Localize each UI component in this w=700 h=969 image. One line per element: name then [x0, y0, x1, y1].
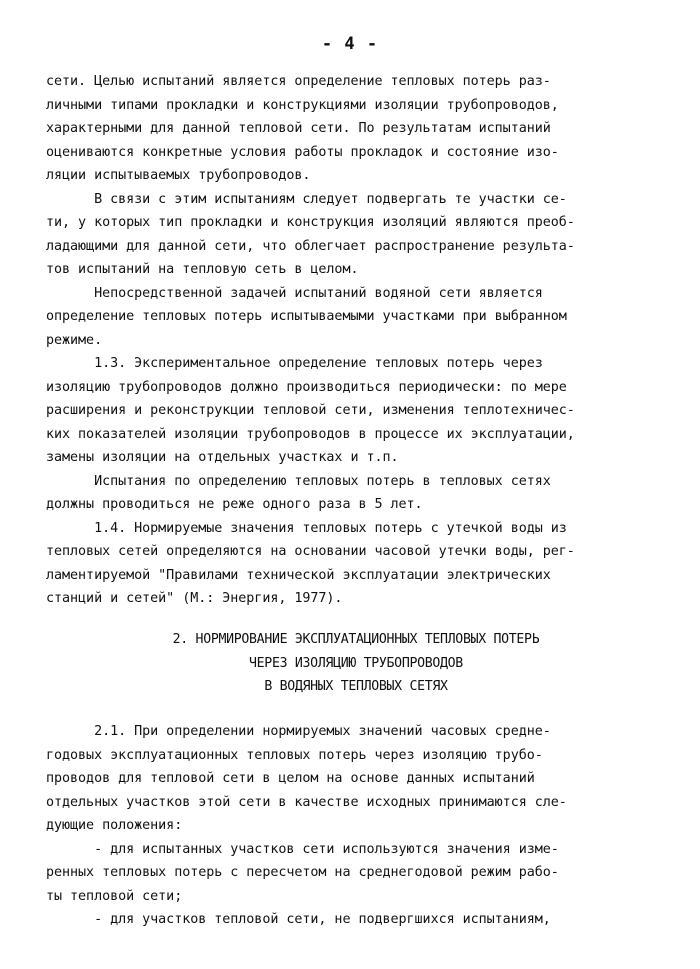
section-heading-line: В ВОДЯНЫХ ТЕПЛОВЫХ СЕТЯХ	[264, 679, 448, 694]
text-line: должны проводиться не реже одного раза в 5 лет.	[46, 497, 423, 512]
text-line: Испытания по определению тепловых потерь в тепловых сетях	[46, 473, 551, 489]
text-line: 1.3. Экспериментальное определение тепловых потерь через	[46, 356, 543, 371]
text-line: оцениваются конкретные условия работы прокладок и состояние изо-	[46, 144, 559, 160]
section-heading-line: ЧЕРЕЗ ИЗОЛЯЦИЮ ТРУБОПРОВОДОВ	[249, 655, 463, 671]
section-heading	[46, 628, 666, 699]
text-line: ренных тепловых потерь с пересчетом на среднегодовой режим рабо-	[46, 865, 559, 880]
text-line: ти, у которых тип прокладки и конструкция изоляций являются преоб-	[46, 215, 575, 230]
text-line: В связи с этим испытаниям следует подвергать те участки се-	[46, 191, 567, 207]
body-text-bottom	[46, 720, 666, 932]
text-line: проводов для тепловой сети в целом на основе данных испытаний	[46, 771, 535, 786]
text-line: 1.4. Нормируемые значения тепловых потерь с утечкой воды из	[46, 520, 567, 536]
text-line: ких показателей изоляции трубопроводов в процессе их эксплуатации,	[46, 426, 575, 442]
text-line: изоляцию трубопроводов должно производиться периодически: по мере	[46, 379, 567, 395]
text-line: ляции испытываемых трубопроводов.	[46, 168, 311, 183]
text-line: Непосредственной задачей испытаний водяной сети является	[46, 285, 543, 301]
text-line: 2.1. При определении нормируемых значений часовых средне-	[46, 724, 551, 739]
text-line: станций и сетей" (М.: Энергия, 1977).	[46, 591, 343, 606]
text-line: режиме.	[46, 332, 103, 348]
text-line: личными типами прокладки и конструкциями изоляции трубопроводов,	[46, 97, 559, 113]
text-line: дующие положения:	[46, 818, 183, 833]
text-line: отдельных участков этой сети в качестве исходных принимаются сле-	[46, 794, 567, 810]
body-text-top	[46, 70, 666, 611]
text-line: замены изоляции на отдельных участках и т.п.	[46, 450, 399, 465]
text-line: расширения и реконструкции тепловой сети, изменения теплотехничес-	[46, 403, 575, 418]
text-line: тов испытаний на тепловую сеть в целом.	[46, 262, 359, 277]
page-number: - 4 -	[321, 34, 379, 54]
text-line: сети. Целью испытаний является определение тепловых потерь раз-	[46, 74, 551, 89]
text-line: характерными для данной тепловой сети. По результатам испытаний	[46, 121, 551, 136]
text-line: годовых эксплуатационных тепловых потерь через изоляцию трубо-	[46, 747, 543, 763]
text-line: определение тепловых потерь испытываемыми участками при выбранном	[46, 309, 567, 324]
text-line: - для испытанных участков сети используются значения изме-	[46, 841, 559, 857]
text-line: - для участков тепловой сети, не подвергшихся испытаниям,	[46, 912, 551, 927]
text-line: ты тепловой сети;	[46, 888, 183, 904]
text-line: тепловых сетей определяются на основании часовой утечки воды, рег-	[46, 544, 575, 559]
text-line: ламентируемой "Правилами технической эксплуатации электрических	[46, 567, 551, 583]
text-line: ладающими для данной сети, что облегчает распространение результа-	[46, 238, 575, 254]
section-heading-line: 2. НОРМИРОВАНИЕ ЭКСПЛУАТАЦИОННЫХ ТЕПЛОВЫХ ПОТЕРЬ	[172, 632, 540, 647]
